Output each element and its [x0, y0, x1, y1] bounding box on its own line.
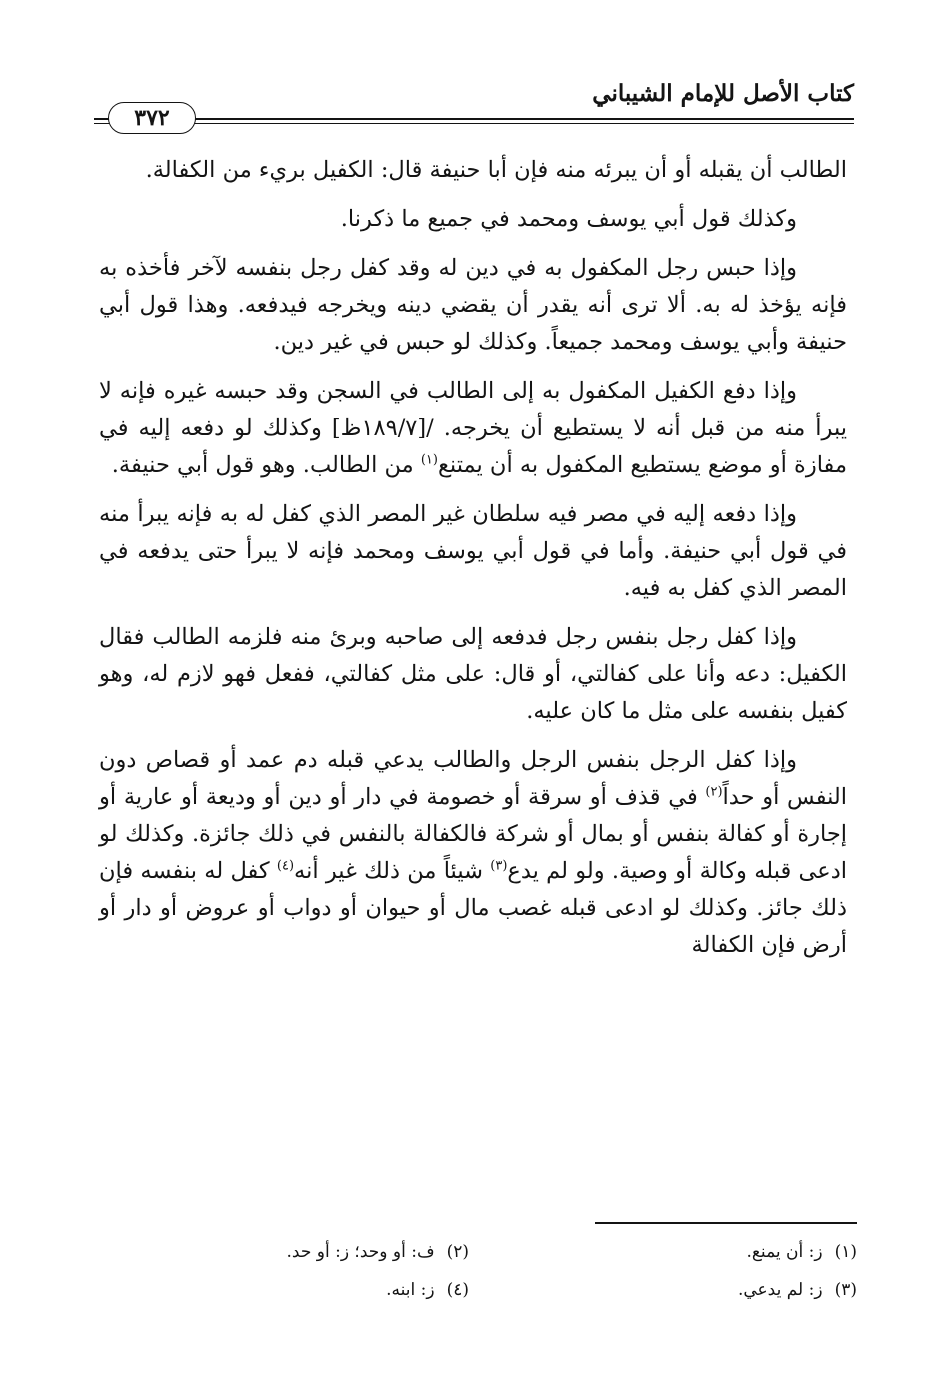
- footnote-marker: (١): [420, 452, 438, 468]
- footnote-text: ز: لم يدعي.: [737, 1280, 823, 1300]
- footnote-2: [287, 1242, 469, 1262]
- running-header: [94, 74, 854, 136]
- footnote-text: ف: أو وحد؛ ز: أو حد.: [286, 1242, 435, 1262]
- paragraph-5: [99, 496, 847, 607]
- paragraph-6: [99, 619, 847, 730]
- paragraph-text: شيئاً من ذلك غير أنه: [294, 858, 491, 884]
- footnote-4: [386, 1280, 469, 1300]
- paragraph-7: [99, 742, 847, 964]
- paragraph-text: وإذا كفل الرجل بنفس الرجل والطالب يدعي قبله دم عمد أو قصاص دون النفس أو حداً: [99, 747, 847, 810]
- paragraph-1: [99, 152, 847, 189]
- paragraph-text: وإذا حبس رجل المكفول به في دين له وقد كفل رجل بنفسه لآخر فأخذه به فإنه يؤخذ له به. ألا ترى أنه يقدر أن يقضي دينه ويخرجه فيدفعه. وهذا قول أبي حنيفة وأبي يوسف ومحمد جميعاً. وكذلك لو حبس في غير دين.: [99, 255, 847, 355]
- page-number: ٣٧٢: [108, 102, 196, 134]
- book-title: كتاب الأصل للإمام الشيباني: [592, 80, 854, 107]
- footnote-marker: (٢): [705, 784, 723, 800]
- paragraph-text: من الطالب. وهو قول أبي حنيفة.: [111, 452, 421, 478]
- paragraph-text: وإذا دفعه إليه في مصر فيه سلطان غير المصر الذي كفل له به فإنه يبرأ منه في قول أبي حنيفة. وأما في قول أبي يوسف ومحمد فإنه لا يبرأ حتى يدفعه في المصر الذي كفل به فيه.: [99, 501, 847, 601]
- paragraph-text: في قذف أو سرقة أو خصومة في دار أو دين أو وديعة أو عارية أو إجارة أو كفالة بنفس أو بمال أو شركة فالكفالة بالنفس في ذلك جائزة. وكذلك لو ادعى قبله وكالة أو وصية. ولو لم يدع: [99, 784, 847, 884]
- footnote-3: [738, 1280, 857, 1300]
- footnote-number: (٤): [446, 1280, 469, 1300]
- footnote-number: (٣): [834, 1280, 857, 1300]
- paragraph-text: وكذلك قول أبي يوسف ومحمد في جميع ما ذكرنا.: [340, 206, 797, 232]
- footnote-marker: (٣): [490, 858, 508, 874]
- footnote-text: ز: ابنه.: [386, 1280, 435, 1300]
- footnote-number: (١): [834, 1242, 857, 1262]
- header-rule-thin: [94, 123, 854, 124]
- footnote-number: (٢): [446, 1242, 469, 1262]
- paragraph-text: وإذا دفع الكفيل المكفول به إلى الطالب في السجن وقد حبسه غيره فإنه لا يبرأ منه من قبل أنه لا يستطيع أن يخرجه. /[١٨٩/٧ظ] وكذلك لو دفعه إليه في مفازة أو موضع يستطيع المكفول به أن يمتنع: [99, 378, 847, 478]
- paragraph-text: الطالب أن يقبله أو أن يبرئه منه فإن أبا حنيفة قال: الكفيل بريء من الكفالة.: [145, 157, 847, 183]
- footnote-separator: [595, 1222, 857, 1224]
- footnote-1: [746, 1242, 857, 1262]
- paragraph-2: [99, 201, 847, 238]
- footnote-marker: (٤): [276, 858, 295, 874]
- footnote-text: ز: أن يمنع.: [746, 1242, 823, 1262]
- paragraph-4: [99, 373, 847, 484]
- paragraph-text: كفل له بنفسه فإن ذلك جائز. وكذلك لو ادعى قبله غصب مال أو حيوان أو دواب أو عروض أو دار أو أرض فإن الكفالة: [99, 858, 847, 958]
- paragraph-text: وإذا كفل رجل بنفس رجل فدفعه إلى صاحبه وبرئ منه فلزمه الطالب فقال الكفيل: دعه وأنا على كفالتي، أو قال: على مثل كفالتي، ففعل فهو لازم له، وهو كفيل بنفسه على مثل ما كان عليه.: [99, 624, 847, 724]
- paragraph-3: [99, 250, 847, 361]
- header-rule: [94, 118, 854, 120]
- body-text: [99, 152, 847, 964]
- footnotes: [197, 1238, 857, 1328]
